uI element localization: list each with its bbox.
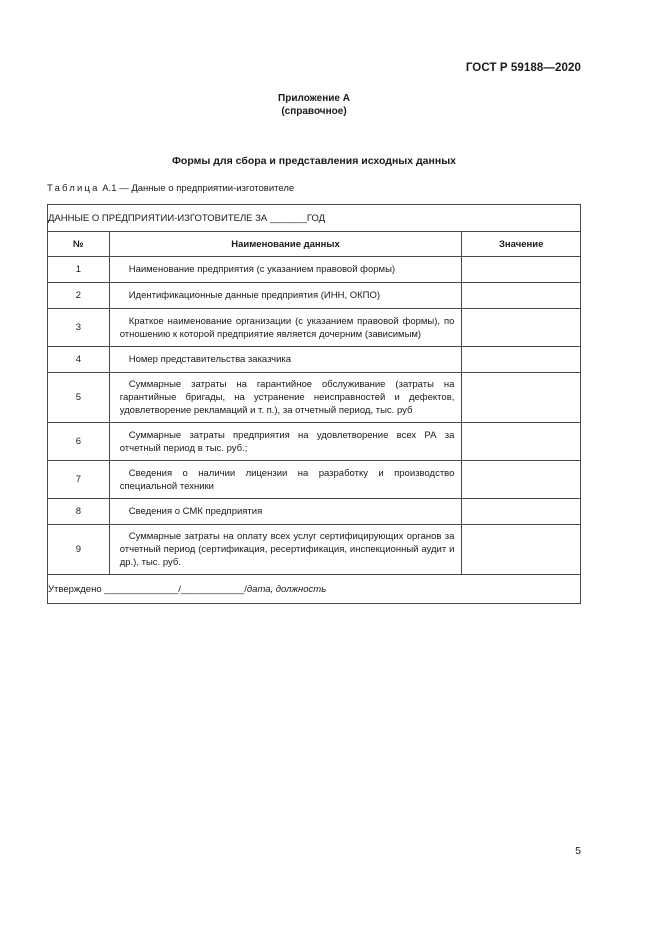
row-number: 3 [48, 309, 110, 347]
row-value [462, 309, 581, 347]
table-row [48, 499, 581, 525]
document-code: ГОСТ Р 59188—2020 [465, 62, 581, 74]
row-name [109, 309, 462, 347]
row-name [109, 257, 462, 283]
row-number: 4 [48, 347, 110, 373]
row-value [462, 347, 581, 373]
row-number: 1 [48, 257, 110, 283]
row-value [462, 283, 581, 309]
row-name [109, 461, 462, 499]
form-title: Формы для сбора и представления исходных данных [171, 155, 457, 167]
table-row [48, 347, 581, 373]
row-number: 8 [48, 499, 110, 525]
table-header-row [48, 205, 581, 232]
row-name [109, 525, 462, 575]
row-name [109, 347, 462, 373]
row-number: 9 [48, 525, 110, 575]
table-row [48, 309, 581, 347]
column-header-number: № [48, 232, 110, 257]
table-row [48, 461, 581, 499]
row-name-text: Наименование предприятия (с указанием правовой формы) [128, 264, 396, 275]
appendix-title: Приложение А [278, 93, 350, 104]
row-value [462, 257, 581, 283]
approval-row [48, 575, 581, 604]
row-name-text: Номер представительства заказчика [128, 354, 292, 365]
row-number: 5 [48, 373, 110, 423]
row-value [462, 373, 581, 423]
table-caption [47, 183, 294, 194]
table-row [48, 373, 581, 423]
row-name-text: Идентификационные данные предприятия (ИНН, ОКПО) [128, 290, 381, 301]
table-row [48, 525, 581, 575]
row-number: 7 [48, 461, 110, 499]
column-header-value: Значение [462, 232, 581, 257]
row-name-text: Суммарные затраты на оплату всех услуг сертифицирующих органов за отчетный период (сертификация, ресертификация, инспекционный аудит и др.), тыс. руб. [119, 531, 455, 568]
approval-cell [48, 575, 581, 604]
table-caption-word: Таблица [47, 183, 100, 194]
row-name [109, 499, 462, 525]
appendix-heading [0, 92, 628, 118]
row-number: 6 [48, 423, 110, 461]
row-name [109, 283, 462, 309]
manufacturer-data-table [47, 204, 581, 604]
table-header-cell: ДАННЫЕ О ПРЕДПРИЯТИИ-ИЗГОТОВИТЕЛЕ ЗА _______ГОД [48, 205, 581, 232]
row-number: 2 [48, 283, 110, 309]
row-name-text: Суммарные затраты предприятия на удовлетворение всех РА за отчетный период в тыс. руб.; [119, 429, 455, 454]
table-row [48, 423, 581, 461]
row-name-text: Суммарные затраты на гарантийное обслуживание (затраты на гарантийные бригады, на устранение неисправностей и дефектов, удовлетворение рекламаций и т. п.), за отчетный период, тыс. руб [119, 379, 455, 416]
row-name-text: Сведения о СМК предприятия [128, 506, 263, 517]
table-row [48, 283, 581, 309]
row-name-text: Краткое наименование организации (с указанием правовой формы), по отношению к которой предприятие является дочерним (зависимым) [119, 315, 455, 340]
row-value [462, 461, 581, 499]
approval-italic: дата, должность [246, 583, 327, 595]
column-header-name: Наименование данных [109, 232, 462, 257]
table-row [48, 257, 581, 283]
row-value [462, 423, 581, 461]
appendix-subtitle: (справочное) [281, 106, 347, 117]
table-caption-text: А.1 — Данные о предприятии-изготовителе [99, 183, 295, 194]
column-header-row [48, 232, 581, 257]
approval-text: Утверждено ______________/____________/ [48, 583, 247, 595]
page-number: 5 [575, 845, 581, 857]
row-name-text: Сведения о наличии лицензии на разработку и производство специальной техники [119, 467, 455, 492]
row-name [109, 373, 462, 423]
row-value [462, 525, 581, 575]
row-value [462, 499, 581, 525]
row-name [109, 423, 462, 461]
